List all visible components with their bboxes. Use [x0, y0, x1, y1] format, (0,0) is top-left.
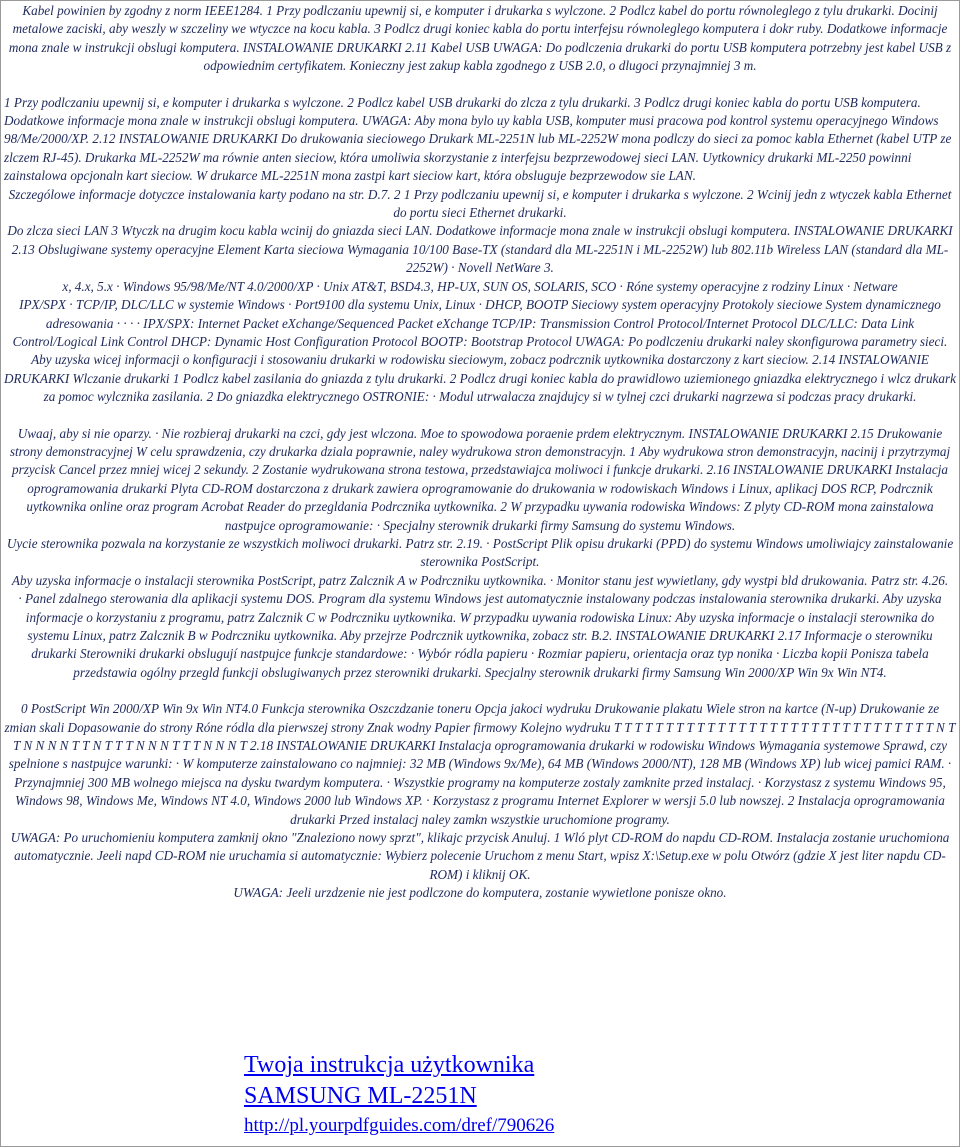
paragraph-cdrom-install: UWAGA: Po uruchomieniu komputera zamknij okno "Znaleziono nowy sprzt", klikajc przycisk Anuluj. 1 Wló plyt CD-ROM do napdu CD-ROM. Instalacja zostanie uruchomiona automatycznie. Jeeli napd CD-ROM nie uruchamia si automatycznie: Wybierz polecenie Uruchom z menu Start, wpisz X:\Setup.exe w polu Otwórz (gdzie X jest liter napdu CD-ROM) i kliknij OK.: [10, 830, 950, 882]
paragraph-gap: [4, 682, 956, 700]
paragraph-network-card: Szczególowe informacje dotyczce instalowania karty podano na str. D.7. 2 1 Przy podlczaniu upewnij si, e komputer i drukarka s wylczone. 2 Wcinij jedn z wtyczek kabla Ethernet do portu sieci Ethernet drukarki.: [8, 186, 952, 221]
model-name-link[interactable]: SAMSUNG ML-2251N: [244, 1083, 477, 1109]
paragraph-protocols-power: IPX/SPX · TCP/IP, DLC/LLC w systemie Windows · Port9100 dla systemu Unix, Linux · DHCP, BOOTP Sieciowy system operacyjny Protokoly sieciowe System dynamicznego adresowania · · · · IPX/SPX: Internet Packet eXchange/Sequenced Packet eXchange TCP/IP: Transmission Control Protocol/Internet Protocol DLC/LLC: Data Link Control/Logical Link Control DHCP: Dynamic Host Configuration Protocol BOOTP: Bootstrap Protocol UWAGA: Po podlczeniu drukarki naley skonfigurowa parametry sieci. Aby uzyska wicej informacji o konfiguracji i stosowaniu drukarki w rodowisku sieciowym, zobacz podrcznik uytkownika dostarczony z kart sieciow. 2.14 INSTALOWANIE DRUKARKI Wlczanie drukarki 1 Podlcz kabel zasilania do gniazda z tylu drukarki. 2 Podlcz drugi koniec kabla do prawidlowo uziemionego gniazdka elektrycznego i wlcz drukark za pomoc wylcznika zasilania. 2 Do gniazdka elektrycznego OSTRONIE: · Modul utrwalacza znajdujcy si w tylnej czci drukarki nagrzewa si podczas pracy drukarki.: [4, 297, 956, 405]
paragraph-demo-software: Uwaaj, aby si nie oparzy. · Nie rozbieraj drukarki na czci, gdy jest wlczona. Moe to spowodowa poraenie prdem elektrycznym. INSTALOWANIE DRUKARKI 2.15 Drukowanie strony demonstracyjnej W celu sprawdzenia, czy drukarka dziala poprawnie, naley wydrukowa stron demonstracyjn. 1 Aby wydrukowa stron demonstracyjn, nacinij i przytrzymaj przycisk Cancel przez mniej wicej 2 sekundy. 2 Zostanie wydrukowana strona testowa, przedstawiajca moliwoci i funkcje drukarki. 2.16 INSTALOWANIE DRUKARKI Instalacja oprogramowania drukarki Plyta CD-ROM dostarczona z drukark zawiera oprogramowanie do drukowania w rodowiskach Windows i Linux, aplikacj DOS RCP, Podrcznik uytkownika online oraz program Acrobat Reader do przegldania Podrcznika uytkownika. 2 W przypadku uywania rodowiska Windows: Z plyty CD-ROM mona zainstalowa nastpujce oprogramowanie: · Specjalny sterownik drukarki firmy Samsung do systemu Windows.: [9, 425, 951, 533]
paragraph-remote-panel: · Panel zdalnego sterowania dla aplikacji systemu DOS. Program dla systemu Windows jest automatycznie instalowany podczas instalowania sterownika drukarki. Aby uzyska informacje o korzystaniu z programu, patrz Zalcznik C w Podrczniku uytkownika. W przypadku uywania rodowiska Linux: Aby uzyska informacje o instalacji sterownika do systemu Linux, patrz Zalcznik B w Podrczniku uytkownika. Aby przejrze Podrcznik uytkownika, zobacz str. B.2. INSTALOWANIE DRUKARKI 2.17 Informacje o sterowniku drukarki Sterowniki drukarki obslugují nastpujce funkcje standardowe: · Wybór ródla papieru · Rozmiar papieru, orientacja oraz typ nonika · Liczba kopii Ponisza tabela przedstawia ogólny przegld funkcji obslugiwanych przez sterowniki drukarki. Specjalny sterownik drukarki firmy Samsung Win 2000/XP Win 9x Win NT4.: [18, 591, 942, 680]
paragraph-driver-features: 0 PostScript Win 2000/XP Win 9x Win NT4.0 Funkcja sterownika Oszczdzanie toneru Opcja jakoci wydruku Drukowanie plakatu Wiele stron na kartce (N-up) Drukowanie ze zmian skali Dopasowanie do strony Róne ródla dla pierwszej strony Znak wodny Papier firmowy Kolejno wydruku T T T T T T T T T T T T T T T T T T T T T T T T T T T T T T T N T T N N N N T T N T T T N N N T T T N N N T 2.18 INSTALOWANIE DRUKARKI Instalacja oprogramowania drukarki w rodowisku Windows Wymagania systemowe Sprawd, czy spelnione s nastpujce warunki: · W komputerze zainstalowano co najmniej: 32 MB (Windows 9x/Me), 64 MB (Windows 2000/NT), 128 MB (Windows XP) lub wicej pamici RAM. · Przynajmniej 300 MB wolnego miejsca na dysku twardym komputera. · Wszystkie programy na komputerze zostaly zamknite przed instalacj. · Korzystasz z systemu Windows 95, Windows 98, Windows Me, Windows NT 4.0, Windows 2000 lub Windows XP. · Korzystasz z programu Internet Explorer w wersji 5.0 lub nowszej. 2 Instalacja oprogramowania drukarki Przed instalacj naley zamkn wszystkie uruchomione programy.: [4, 701, 956, 827]
footer-links: [244, 1050, 554, 1139]
manual-url-link[interactable]: http://pl.yourpdfguides.com/dref/790626: [244, 1115, 555, 1136]
paragraph-device-note: UWAGA: Jeeli urzdzenie nie jest podlczone do komputera, zostanie wywietlone ponisze okno.: [233, 885, 727, 901]
document-body: [4, 2, 956, 903]
paragraph-postscript: Aby uzyska informacje o instalacji sterownika PostScript, patrz Zalcznik A w Podrczniku uytkownika. · Monitor stanu jest wywietlany, gdy wystpi bld drukowania. Patrz str. 4.26.: [11, 572, 949, 588]
paragraph-parallel-usb-cable: Kabel powinien by zgodny z norm IEEE1284. 1 Przy podlczaniu upewnij si, e komputer i drukarka s wylczone. 2 Podlcz kabel do portu równoleglego z tylu drukarki. Docinij metalowe zaciski, aby weszly w szczeliny we wtyczce na kocu kabla. 3 Podlcz drugi koniec kabla do portu interfejsu równoleglego komputera i dokr ruby. Dodatkowe informacje mona znale w instrukcji obslugi komputera. INSTALOWANIE DRUKARKI 2.11 Kabel USB UWAGA: Do podlczenia drukarki do portu USB komputera potrzebny jest kabel USB z odpowiednim certyfikatem. Konieczny jest zakup kabla zgodnego z USB 2.0, o dlugoci przynajmniej 3 m.: [8, 3, 952, 74]
paragraph-usb-network: 1 Przy podlczaniu upewnij si, e komputer i drukarka s wylczone. 2 Podlcz kabel USB drukarki do zlcza z tylu drukarki. 3 Podlcz drugi koniec kabla do portu USB komputera. Dodatkowe informacje mona znale w instrukcji obslugi komputera. UWAGA: Aby mona bylo uy kabla USB, komputer musi pracowa pod kontrol systemu operacyjnego Windows 98/Me/2000/XP. 2.12 INSTALOWANIE DRUKARKI Do drukowania sieciowego Drukark ML-2251N lub ML-2252W mona podlczy do sieci za pomoc kabla Ethernet (kabel UTP ze zlczem RJ-45). Drukarka ML-2252W ma równie anten sieciow, która umoliwia skorzystanie z interfejsu bezprzewodowej sieci LAN. Uytkownicy drukarki ML-2250 powinni zainstalowa opcjonaln kart sieciow. W drukarce ML-2251N mona zastpi kart sieciow kart, która obsluguje bezprzewodow sie LAN.: [4, 94, 952, 184]
manual-title-link[interactable]: Twoja instrukcja użytkownika: [244, 1052, 535, 1078]
paragraph-driver-usage: Uycie sterownika pozwala na korzystanie ze wszystkich moliwoci drukarki. Patrz str. 2.19. · PostScript Plik opisu drukarki (PPD) do systemu Windows umoliwiajcy zainstalowanie sterownika PostScript.: [6, 535, 954, 570]
paragraph-os-list: x, 4.x, 5.x · Windows 95/98/Me/NT 4.0/2000/XP · Unix AT&T, BSD4.3, HP-UX, SUN OS, SOLARIS, SCO · Róne systemy operacyjne z rodziny Linux · Netware: [62, 278, 898, 294]
paragraph-lan-os: Do zlcza sieci LAN 3 Wtyczk na drugim kocu kabla wcinij do gniazda sieci LAN. Dodatkowe informacje mona znale w instrukcji obslugi komputera. INSTALOWANIE DRUKARKI 2.13 Obslugiwane systemy operacyjne Element Karta sieciowa Wymagania 10/100 Base-TX (standard dla ML-2251N i ML-2252W) lub 802.11b Wireless LAN (standard dla ML-2252W) · Novell NetWare 3.: [7, 223, 953, 276]
paragraph-gap: [4, 407, 956, 425]
paragraph-gap: [4, 76, 956, 94]
